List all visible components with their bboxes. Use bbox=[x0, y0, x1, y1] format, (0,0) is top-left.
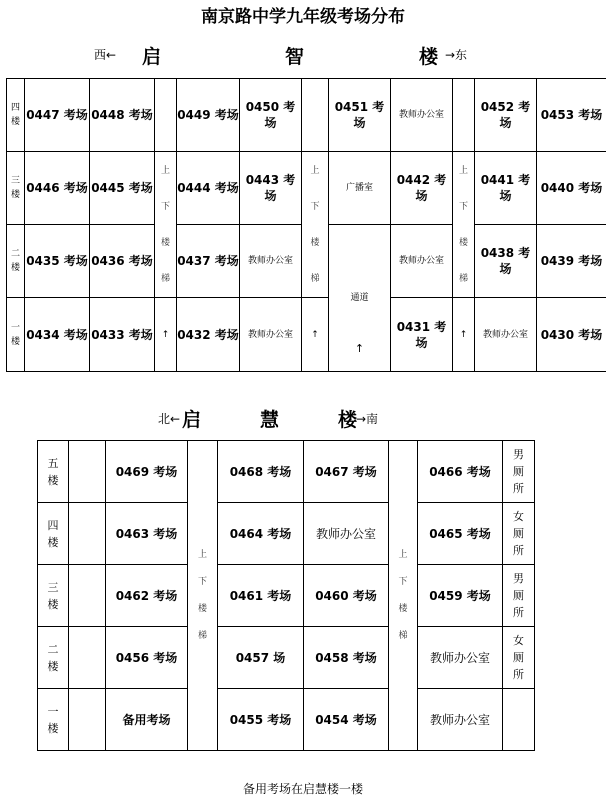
floor-label: 三楼 bbox=[7, 152, 25, 225]
building2-name-char1: 启 bbox=[182, 409, 202, 431]
exam-room: 0446 考场 bbox=[25, 152, 90, 225]
exam-room: 0458 考场 bbox=[304, 627, 389, 689]
up-arrow-icon: ↑ bbox=[354, 342, 365, 355]
exam-room: 0455 考场 bbox=[218, 689, 304, 751]
building1-table bbox=[6, 78, 606, 372]
building2-name-char2: 慧 bbox=[260, 409, 280, 431]
restroom-men: 男厕所 bbox=[503, 441, 535, 503]
exam-room: 0463 考场 bbox=[106, 503, 188, 565]
exam-room: 0454 考场 bbox=[304, 689, 389, 751]
exam-room: 0430 考场 bbox=[537, 298, 606, 372]
floor-label: 四楼 bbox=[38, 503, 69, 565]
exam-room: 0435 考场 bbox=[25, 225, 90, 298]
exam-room: 0436 考场 bbox=[90, 225, 155, 298]
teacher-office: 教师办公室 bbox=[475, 298, 537, 372]
passage-label: 通道 bbox=[350, 293, 369, 303]
north-label: 北← bbox=[158, 412, 181, 426]
restroom-men: 男厕所 bbox=[503, 565, 535, 627]
exam-room: 0433 考场 bbox=[90, 298, 155, 372]
up-arrow-icon: ↑ bbox=[453, 298, 475, 372]
exam-room: 0456 考场 bbox=[106, 627, 188, 689]
teacher-office: 教师办公室 bbox=[304, 503, 389, 565]
exam-room: 0466 考场 bbox=[418, 441, 503, 503]
exam-room: 0462 考场 bbox=[106, 565, 188, 627]
exam-room: 0447 考场 bbox=[25, 79, 90, 152]
exam-room: 0434 考场 bbox=[25, 298, 90, 372]
empty-cell bbox=[503, 689, 535, 751]
exam-room: 0464 考场 bbox=[218, 503, 304, 565]
empty-cell bbox=[69, 627, 106, 689]
exam-room: 0451 考场 bbox=[329, 79, 391, 152]
floor-row-1 bbox=[7, 298, 606, 372]
stairwell-label: 上下楼梯 bbox=[188, 441, 218, 751]
exam-room: 0459 考场 bbox=[418, 565, 503, 627]
floor-row-2 bbox=[38, 627, 535, 689]
stairwell-label: 上下楼梯 bbox=[389, 441, 418, 751]
floor-row-3 bbox=[38, 565, 535, 627]
exam-room: 0453 考场 bbox=[537, 79, 606, 152]
south-label: →南 bbox=[356, 412, 379, 426]
east-label: →东 bbox=[445, 48, 468, 62]
exam-room: 0469 考场 bbox=[106, 441, 188, 503]
reserve-exam-room: 备用考场 bbox=[106, 689, 188, 751]
exam-room: 0444 考场 bbox=[177, 152, 240, 225]
exam-room: 0443 考场 bbox=[240, 152, 302, 225]
stairwell-label: 上下楼梯 bbox=[155, 152, 177, 298]
empty-cell bbox=[69, 565, 106, 627]
floor-label: 四楼 bbox=[7, 79, 25, 152]
floor-label: 一楼 bbox=[38, 689, 69, 751]
footnote: 备用考场在启慧楼一楼 bbox=[242, 782, 363, 796]
empty-cell bbox=[69, 689, 106, 751]
broadcast-room: 广播室 bbox=[329, 152, 391, 225]
floor-row-5 bbox=[38, 441, 535, 503]
page-title: 南京路中学九年级考场分布 bbox=[201, 7, 405, 27]
exam-room: 0452 考场 bbox=[475, 79, 537, 152]
floor-row-4 bbox=[38, 503, 535, 565]
stairwell-cell bbox=[302, 79, 329, 152]
exam-room: 0468 考场 bbox=[218, 441, 304, 503]
stairwell-cell bbox=[453, 79, 475, 152]
teacher-office: 教师办公室 bbox=[418, 689, 503, 751]
stairwell-cell bbox=[155, 79, 177, 152]
up-arrow-icon: ↑ bbox=[302, 298, 329, 372]
floor-label: 五楼 bbox=[38, 441, 69, 503]
exam-room: 0448 考场 bbox=[90, 79, 155, 152]
exam-room: 0449 考场 bbox=[177, 79, 240, 152]
exam-room: 0432 考场 bbox=[177, 298, 240, 372]
teacher-office: 教师办公室 bbox=[391, 79, 453, 152]
exam-room: 0441 考场 bbox=[475, 152, 537, 225]
exam-room: 0461 考场 bbox=[218, 565, 304, 627]
empty-cell bbox=[69, 441, 106, 503]
exam-room: 0439 考场 bbox=[537, 225, 606, 298]
building2-name-char3: 楼 bbox=[338, 409, 358, 431]
west-label: 西← bbox=[94, 48, 117, 62]
exam-room: 0465 考场 bbox=[418, 503, 503, 565]
exam-room: 0431 考场 bbox=[391, 298, 453, 372]
floor-row-3 bbox=[7, 152, 606, 225]
stairwell-label: 上下楼梯 bbox=[453, 152, 475, 298]
exam-room: 0450 考场 bbox=[240, 79, 302, 152]
exam-room: 0438 考场 bbox=[475, 225, 537, 298]
restroom-women: 女厕所 bbox=[503, 503, 535, 565]
stairwell-label: 上下楼梯 bbox=[302, 152, 329, 298]
teacher-office: 教师办公室 bbox=[240, 298, 302, 372]
building1-name-char1: 启 bbox=[142, 46, 162, 68]
up-arrow-icon: ↑ bbox=[155, 298, 177, 372]
exam-room: 0437 考场 bbox=[177, 225, 240, 298]
teacher-office: 教师办公室 bbox=[418, 627, 503, 689]
exam-room: 0440 考场 bbox=[537, 152, 606, 225]
exam-room: 0460 考场 bbox=[304, 565, 389, 627]
building1-name-char3: 楼 bbox=[419, 46, 439, 68]
floor-row-4 bbox=[7, 79, 606, 152]
exam-room: 0442 考场 bbox=[391, 152, 453, 225]
building1-name-char2: 智 bbox=[285, 46, 305, 68]
exam-room: 0467 考场 bbox=[304, 441, 389, 503]
restroom-women: 女厕所 bbox=[503, 627, 535, 689]
floor-label: 二楼 bbox=[38, 627, 69, 689]
floor-label: 二楼 bbox=[7, 225, 25, 298]
floor-label: 三楼 bbox=[38, 565, 69, 627]
building2-table bbox=[37, 440, 535, 751]
empty-cell bbox=[69, 503, 106, 565]
exam-room: 0445 考场 bbox=[90, 152, 155, 225]
passage bbox=[329, 225, 391, 372]
teacher-office: 教师办公室 bbox=[391, 225, 453, 298]
floor-label: 一楼 bbox=[7, 298, 25, 372]
exam-room: 0457 场 bbox=[218, 627, 304, 689]
floor-row-1 bbox=[38, 689, 535, 751]
teacher-office: 教师办公室 bbox=[240, 225, 302, 298]
